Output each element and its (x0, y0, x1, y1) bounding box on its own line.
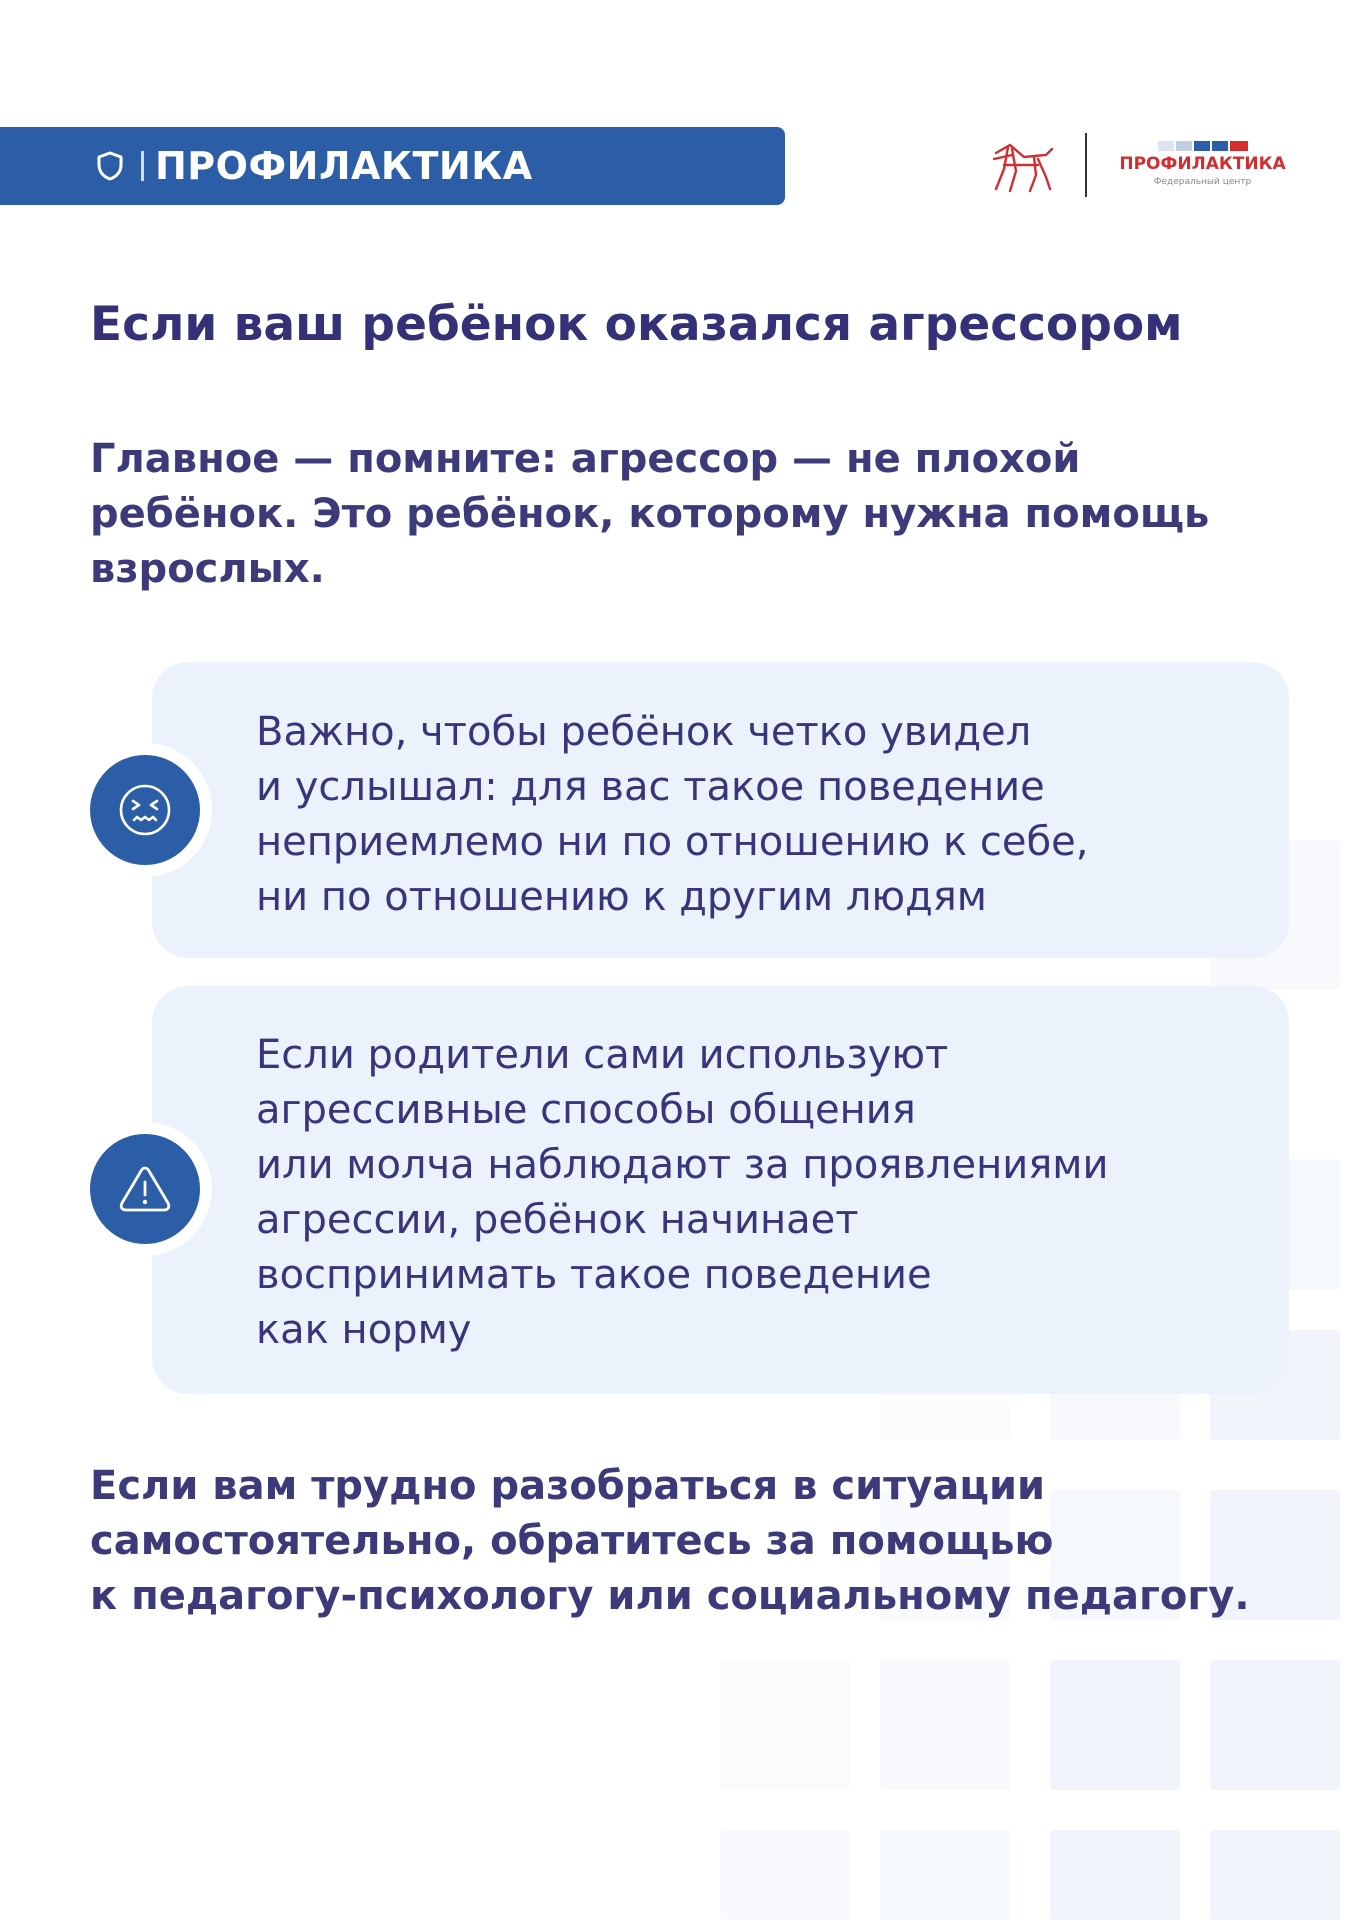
banner-divider (141, 151, 144, 181)
card-line: неприемлемо ни по отношению к себе, (256, 819, 1089, 865)
logo-horse-mark (990, 135, 1056, 195)
banner-title: ПРОФИЛАКТИКА (155, 144, 533, 188)
card-text (256, 705, 1088, 925)
card-icon-holder (78, 1122, 212, 1256)
upset-face-icon (117, 782, 173, 838)
note-line: самостоятельно, обратитесь за помощью (90, 1518, 1054, 1564)
note-line: Если вам трудно разобраться в ситуации (90, 1463, 1046, 1509)
intro-line: Главное — помните: агрессор — не плохой (90, 436, 1081, 482)
card-line: или молча наблюдают за проявлениями (256, 1142, 1109, 1188)
intro-line: ребёнок. Это ребёнок, которому нужна помощь (90, 491, 1210, 537)
card-line: Важно, чтобы ребёнок четко увидел (256, 709, 1032, 755)
card-line: ни по отношению к другим людям (256, 874, 987, 920)
page-title: Если ваш ребёнок оказался агрессором (90, 297, 1183, 352)
logo-brand-text: ПРОФИЛАКТИКА (1119, 154, 1286, 174)
card-line: воспринимать такое поведение (256, 1252, 932, 1298)
note-line: к педагогу-психологу или социальному педагогу. (90, 1573, 1250, 1619)
card-icon-holder (78, 743, 212, 877)
logo-subtitle: Федеральный центр (1153, 177, 1252, 187)
intro-line: взрослых. (90, 546, 325, 592)
card-line: Если родители сами используют (256, 1032, 949, 1078)
help-note (90, 1459, 1330, 1624)
intro-paragraph (90, 432, 1310, 597)
warning-icon (117, 1161, 173, 1217)
card-line: агрессивные способы общения (256, 1087, 916, 1133)
logo-separator (1085, 133, 1087, 197)
info-card-parents-example (152, 986, 1289, 1394)
shield-icon (94, 150, 126, 182)
card-line: и услышал: для вас такое поведение (256, 764, 1045, 810)
card-line: агрессии, ребёнок начинает (256, 1197, 859, 1243)
card-line: как норму (256, 1307, 472, 1353)
logo-color-bars (1158, 141, 1248, 151)
card-text (256, 1028, 1108, 1358)
header-banner (0, 127, 785, 205)
info-card-unacceptable (152, 662, 1289, 958)
